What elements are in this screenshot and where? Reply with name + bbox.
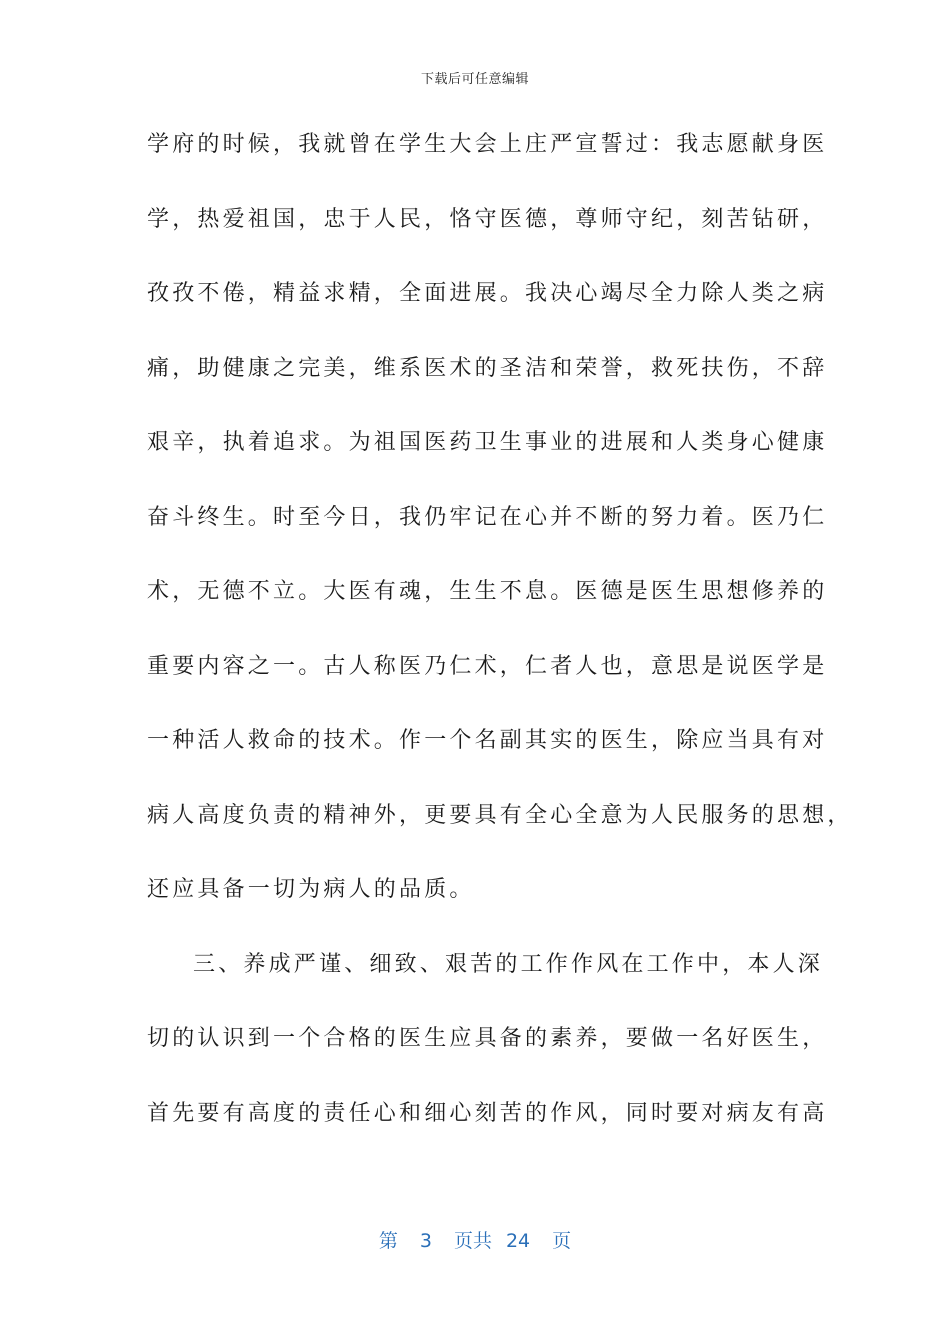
text-line-9: 一种活人救命的技术。作一个名副其实的医生，除应当具有对 <box>147 728 828 753</box>
footer-current-page: 3 <box>419 1230 432 1252</box>
page-footer <box>0 1226 950 1253</box>
footer-total-pages: 24 <box>505 1230 531 1252</box>
text-line-14: 首先要有高度的责任心和细心刻苦的作风，同时要对病友有高 <box>147 1100 828 1126</box>
body-text <box>147 126 853 1169</box>
text-line-8: 重要内容之一。古人称医乃仁术，仁者人也，意思是说医学是 <box>147 653 828 679</box>
footer-suffix: 页 <box>552 1230 572 1252</box>
text-line-1: 学府的时候，我就曾在学生大会上庄严宣誓过：我志愿献身医 <box>147 132 828 157</box>
text-line-12: 三、养成严谨、细致、艰苦的工作作风在工作中，本人深 <box>193 951 824 977</box>
text-line-11: 还应具备一切为病人的品质。 <box>147 877 475 902</box>
page-header-note: 下载后可任意编辑 <box>420 72 529 87</box>
text-line-2: 学，热爱祖国，忠于人民，恪守医德，尊师守纪，刻苦钻研， <box>147 206 828 232</box>
footer-middle: 页共 <box>453 1230 492 1252</box>
text-line-6: 奋斗终生。时至今日，我仍牢记在心并不断的努力着。医乃仁 <box>147 504 828 530</box>
text-line-3: 孜孜不倦，精益求精，全面进展。我决心竭尽全力除人类之病 <box>147 281 828 306</box>
text-line-5: 艰辛，执着追求。为祖国医药卫生事业的进展和人类身心健康 <box>147 430 828 455</box>
text-line-13: 切的认识到一个合格的医生应具备的素养，要做一名好医生， <box>147 1026 828 1051</box>
footer-prefix: 第 <box>378 1230 398 1252</box>
text-line-7: 术，无德不立。大医有魂，生生不息。医德是医生思想修养的 <box>147 579 828 604</box>
text-line-10: 病人高度负责的精神外，更要具有全心全意为人民服务的思想， <box>147 802 853 828</box>
text-line-4: 痛，助健康之完美，维系医术的圣洁和荣誉，救死扶伤，不辞 <box>147 355 828 381</box>
